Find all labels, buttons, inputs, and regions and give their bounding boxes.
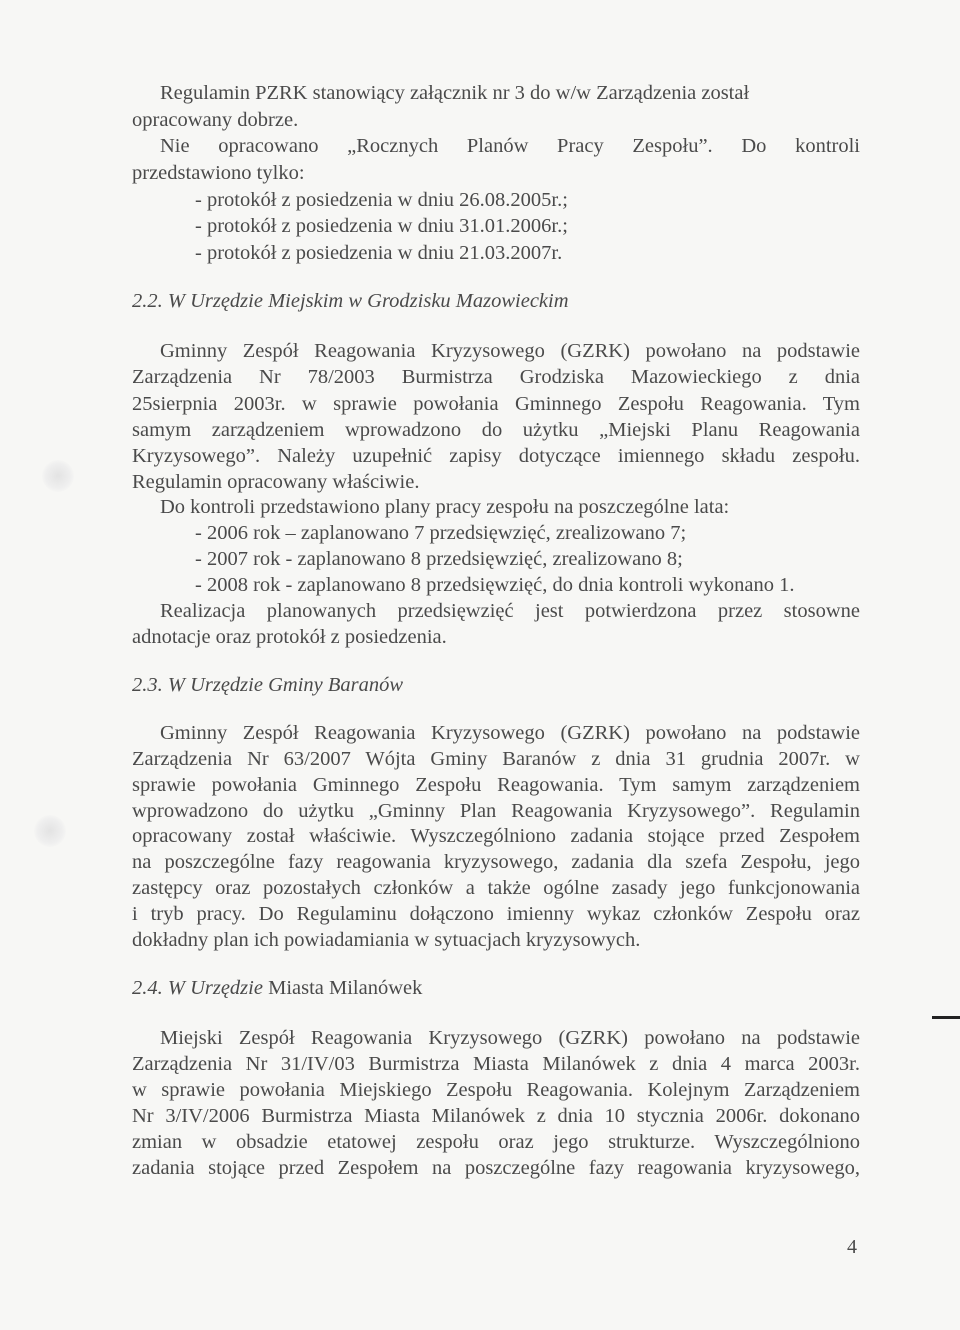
paragraph-line: Nr 3/IV/2006 Burmistrza Miasta Milanówek z dnia 10 stycznia 2006r. dokonano bbox=[132, 1105, 860, 1127]
section-title: W Urzędzie Miejskim w Grodzisku Mazowieckim bbox=[167, 290, 569, 312]
paragraph-line: na poszczególne fazy reagowania kryzysowego, zadania dla szefa Zespołu, jego bbox=[132, 851, 860, 873]
paragraph-line: Zarządzenia Nr 63/2007 Wójta Gminy Baranów z dnia 31 grudnia 2007r. w bbox=[132, 748, 860, 770]
paragraph-line: adnotacje oraz protokół z posiedzenia. bbox=[132, 626, 447, 648]
scan-edge-mark bbox=[932, 1016, 960, 1019]
paragraph-line: sprawie powołania Gminnego Zespołu Reagowania. Tym samym zarządzeniem bbox=[132, 774, 860, 796]
section-title: W Urzędzie Gminy Baranów bbox=[167, 674, 404, 696]
paragraph-line: i tryb pracy. Do Regulaminu dołączono imienny wykaz członków Zespołu oraz bbox=[132, 903, 860, 925]
list-item: - 2006 rok – zaplanowano 7 przedsięwzięć, zrealizowano 7; bbox=[195, 522, 687, 544]
list-item: - protokół z posiedzenia w dniu 26.08.2005r.; bbox=[195, 189, 568, 211]
paragraph-line: Realizacja planowanych przedsięwzięć jest potwierdzona przez stosowne bbox=[160, 600, 860, 622]
paragraph-line: Gminny Zespół Reagowania Kryzysowego (GZRK) powołano na podstawie bbox=[160, 722, 860, 744]
paragraph-line: dokładny plan ich powiadamiania w sytuacjach kryzysowych. bbox=[132, 929, 641, 951]
paragraph-line: Regulamin opracowany właściwie. bbox=[132, 471, 420, 493]
paragraph-line: Do kontroli przedstawiono plany pracy zespołu na poszczególne lata: bbox=[160, 496, 730, 518]
paragraph-line: zmian w obsadzie etatowej zespołu oraz jego strukturze. Wyszczególniono bbox=[132, 1131, 860, 1153]
section-heading bbox=[132, 288, 569, 314]
paragraph-line: 25sierpnia 2003r. w sprawie powołania Gminnego Zespołu Reagowania. Tym bbox=[132, 393, 860, 415]
list-item: - 2007 rok - zaplanowano 8 przedsięwzięć, zrealizowano 8; bbox=[195, 548, 683, 570]
paragraph-line: opracowany został właściwie. Wyszczególniono zadania stojące przed Zespołem bbox=[132, 825, 860, 847]
paragraph-line: w sprawie powołania Miejskiego Zespołu Reagowania. Kolejnym Zarządzeniem bbox=[132, 1079, 860, 1101]
intro-line: przedstawiono tylko: bbox=[132, 162, 305, 184]
section-heading bbox=[132, 672, 403, 698]
paragraph-line: Zarządzenia Nr 31/IV/03 Burmistrza Miasta Milanówek z dnia 4 marca 2003r. bbox=[132, 1053, 860, 1075]
paragraph-line: zastępcy oraz pozostałych członków a także ogólne zasady jego funkcjonowania bbox=[132, 877, 860, 899]
intro-line: Nie opracowano „Rocznych Planów Pracy Zespołu”. Do kontroli bbox=[160, 135, 860, 157]
paragraph-line: zadania stojące przed Zespołem na poszczególne fazy reagowania kryzysowego, bbox=[132, 1157, 860, 1179]
paragraph-line: samym zarządzeniem wprowadzono do użytku „Miejski Planu Reagowania bbox=[132, 419, 860, 441]
paragraph-line: wprowadzono do użytku „Gminny Plan Reagowania Kryzysowego”. Regulamin bbox=[132, 800, 860, 822]
page-number: 4 bbox=[847, 1236, 857, 1258]
section-title-italic: W Urzędzie bbox=[167, 977, 263, 999]
paragraph-line: Gminny Zespół Reagowania Kryzysowego (GZRK) powołano na podstawie bbox=[160, 340, 860, 362]
intro-line: Regulamin PZRK stanowiący załącznik nr 3 do w/w Zarządzenia został bbox=[160, 82, 750, 104]
section-number: 2.4. bbox=[132, 977, 163, 999]
list-item: - protokół z posiedzenia w dniu 31.01.2006r.; bbox=[195, 215, 568, 237]
section-number: 2.2. bbox=[132, 290, 163, 312]
paragraph-line: Zarządzenia Nr 78/2003 Burmistrza Grodziska Mazowieckiego z dnia bbox=[132, 366, 860, 388]
intro-line: opracowany dobrze. bbox=[132, 109, 299, 131]
section-heading bbox=[132, 975, 422, 1001]
paragraph-line: Kryzysowego”. Należy uzupełnić zapisy dotyczące imiennego składu zespołu. bbox=[132, 445, 860, 467]
punch-hole-mark bbox=[42, 460, 74, 492]
punch-hole-mark bbox=[34, 815, 66, 847]
paragraph-line: Miejski Zespół Reagowania Kryzysowego (GZRK) powołano na podstawie bbox=[160, 1027, 860, 1049]
section-number: 2.3. bbox=[132, 674, 163, 696]
list-item: - protokół z posiedzenia w dniu 21.03.2007r. bbox=[195, 242, 563, 264]
list-item: - 2008 rok - zaplanowano 8 przedsięwzięć, do dnia kontroli wykonano 1. bbox=[195, 574, 795, 596]
section-title-roman: Miasta Milanówek bbox=[268, 977, 423, 999]
